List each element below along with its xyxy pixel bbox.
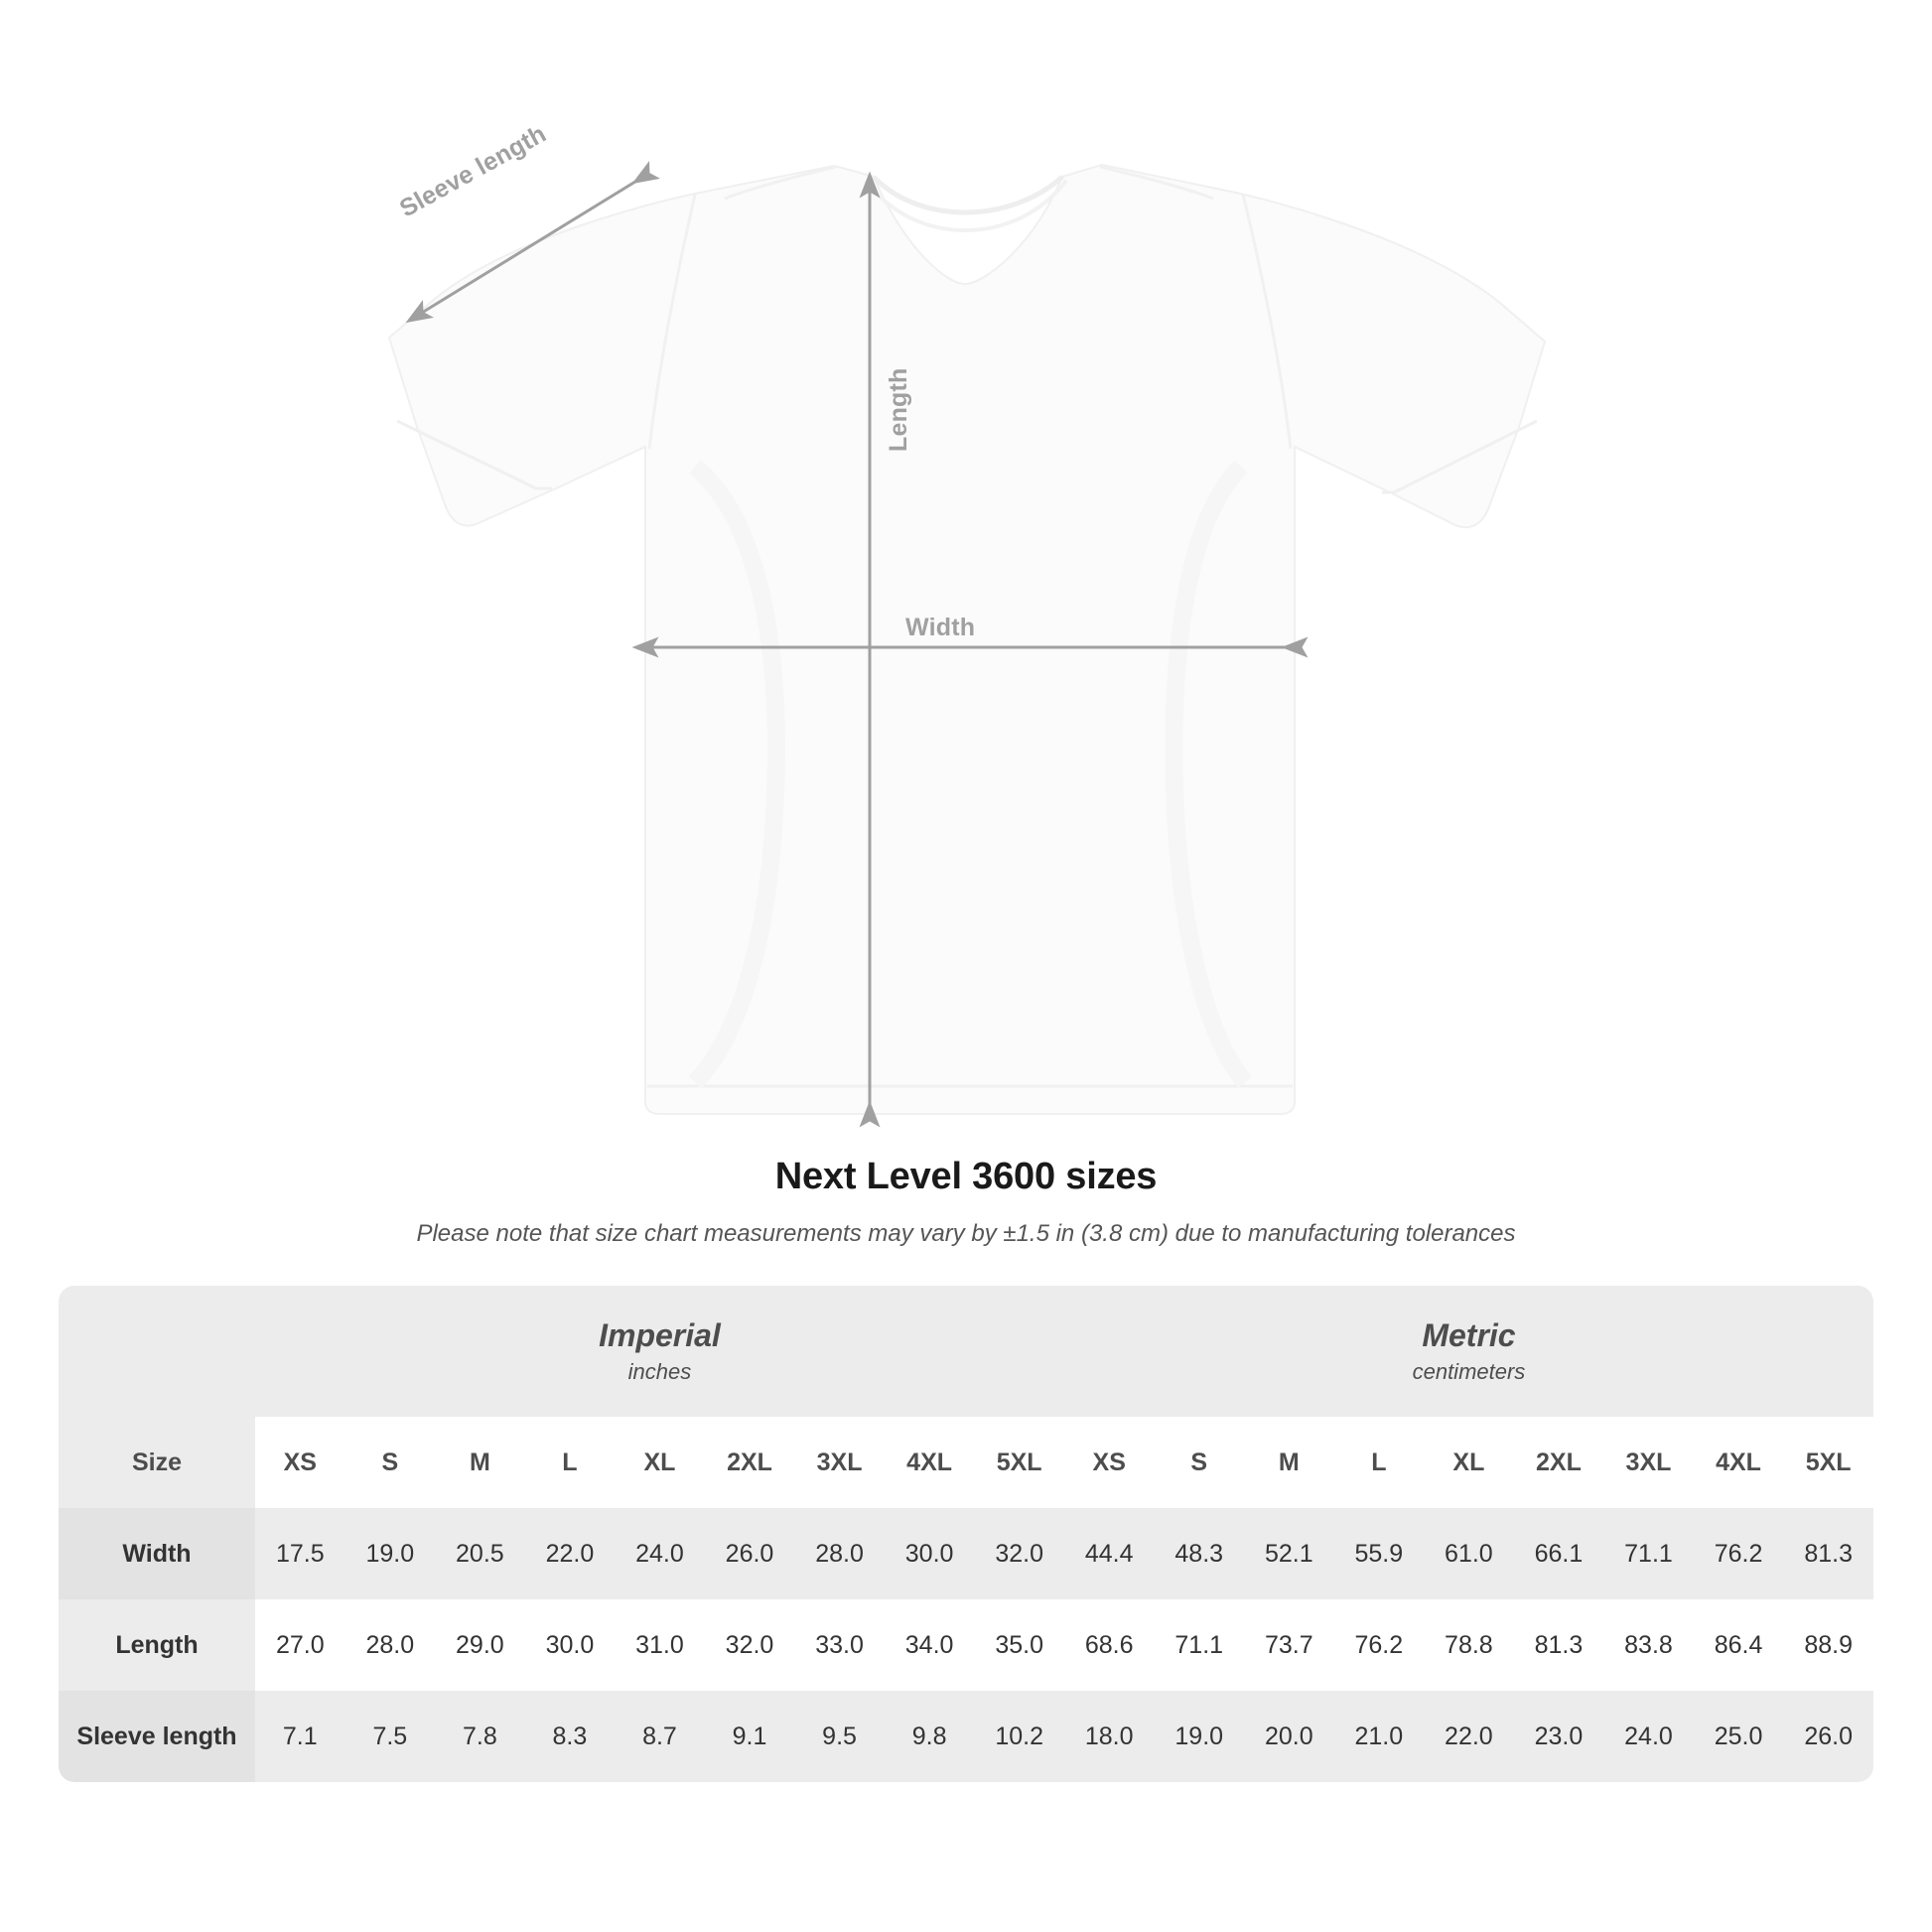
row-label-sleeve-length: Sleeve length xyxy=(59,1691,255,1782)
size-header-label: Size xyxy=(59,1417,255,1508)
sleeve-imperial-xs: 7.1 xyxy=(255,1691,345,1782)
size-header-imperial-xs: XS xyxy=(255,1417,345,1508)
size-header-imperial-3xl: 3XL xyxy=(794,1417,885,1508)
row-label-length: Length xyxy=(59,1599,255,1691)
size-header-imperial-5xl: 5XL xyxy=(974,1417,1064,1508)
width-imperial-xl: 24.0 xyxy=(615,1508,705,1599)
table-row xyxy=(59,1691,1873,1782)
sleeve-length-dimension-label: Sleeve length xyxy=(395,119,551,223)
length-imperial-3xl: 33.0 xyxy=(794,1599,885,1691)
width-imperial-3xl: 28.0 xyxy=(794,1508,885,1599)
size-header-imperial-xl: XL xyxy=(615,1417,705,1508)
size-header-imperial-4xl: 4XL xyxy=(885,1417,975,1508)
length-imperial-s: 28.0 xyxy=(345,1599,436,1691)
row-label-width: Width xyxy=(59,1508,255,1599)
length-metric-4xl: 86.4 xyxy=(1694,1599,1784,1691)
length-metric-2xl: 81.3 xyxy=(1514,1599,1604,1691)
length-imperial-4xl: 34.0 xyxy=(885,1599,975,1691)
size-chart-table xyxy=(59,1286,1873,1782)
length-metric-l: 76.2 xyxy=(1334,1599,1425,1691)
table-row xyxy=(59,1599,1873,1691)
sleeve-metric-xs: 18.0 xyxy=(1064,1691,1155,1782)
width-imperial-2xl: 26.0 xyxy=(705,1508,795,1599)
size-header-metric-xs: XS xyxy=(1064,1417,1155,1508)
width-metric-s: 48.3 xyxy=(1154,1508,1244,1599)
imperial-unit-name: Imperial xyxy=(599,1316,721,1353)
metric-unit-name: Metric xyxy=(1422,1316,1516,1353)
metric-unit-sub: centimeters xyxy=(1412,1358,1526,1384)
size-header-metric-l: L xyxy=(1334,1417,1425,1508)
size-header-metric-s: S xyxy=(1154,1417,1244,1508)
table-unit-header-row xyxy=(59,1286,1873,1417)
length-imperial-l: 30.0 xyxy=(525,1599,616,1691)
size-table-container xyxy=(59,1286,1873,1782)
metric-unit-header xyxy=(1064,1286,1873,1417)
length-metric-5xl: 88.9 xyxy=(1783,1599,1873,1691)
sleeve-imperial-s: 7.5 xyxy=(345,1691,436,1782)
width-imperial-xs: 17.5 xyxy=(255,1508,345,1599)
width-imperial-l: 22.0 xyxy=(525,1508,616,1599)
length-imperial-m: 29.0 xyxy=(435,1599,525,1691)
sleeve-imperial-5xl: 10.2 xyxy=(974,1691,1064,1782)
title-block xyxy=(0,1156,1932,1248)
width-metric-4xl: 76.2 xyxy=(1694,1508,1784,1599)
size-header-metric-m: M xyxy=(1244,1417,1334,1508)
width-metric-3xl: 71.1 xyxy=(1603,1508,1694,1599)
sleeve-imperial-xl: 8.7 xyxy=(615,1691,705,1782)
size-header-imperial-m: M xyxy=(435,1417,525,1508)
size-header-metric-2xl: 2XL xyxy=(1514,1417,1604,1508)
sleeve-metric-l: 21.0 xyxy=(1334,1691,1425,1782)
imperial-unit-sub: inches xyxy=(627,1358,692,1384)
length-metric-xl: 78.8 xyxy=(1424,1599,1514,1691)
width-metric-l: 55.9 xyxy=(1334,1508,1425,1599)
width-metric-m: 52.1 xyxy=(1244,1508,1334,1599)
size-header-metric-5xl: 5XL xyxy=(1783,1417,1873,1508)
table-row xyxy=(59,1508,1873,1599)
length-imperial-5xl: 35.0 xyxy=(974,1599,1064,1691)
sleeve-imperial-4xl: 9.8 xyxy=(885,1691,975,1782)
sleeve-imperial-2xl: 9.1 xyxy=(705,1691,795,1782)
length-metric-s: 71.1 xyxy=(1154,1599,1244,1691)
length-imperial-xs: 27.0 xyxy=(255,1599,345,1691)
size-header-metric-3xl: 3XL xyxy=(1603,1417,1694,1508)
width-metric-xs: 44.4 xyxy=(1064,1508,1155,1599)
length-metric-xs: 68.6 xyxy=(1064,1599,1155,1691)
length-imperial-xl: 31.0 xyxy=(615,1599,705,1691)
page-title: Next Level 3600 sizes xyxy=(774,1156,1158,1197)
size-header-imperial-l: L xyxy=(525,1417,616,1508)
width-metric-2xl: 66.1 xyxy=(1514,1508,1604,1599)
width-dimension-label: Width xyxy=(905,614,976,641)
sleeve-metric-m: 20.0 xyxy=(1244,1691,1334,1782)
sleeve-imperial-3xl: 9.5 xyxy=(794,1691,885,1782)
size-header-metric-xl: XL xyxy=(1424,1417,1514,1508)
width-imperial-4xl: 30.0 xyxy=(885,1508,975,1599)
sleeve-metric-s: 19.0 xyxy=(1154,1691,1244,1782)
sleeve-metric-4xl: 25.0 xyxy=(1694,1691,1784,1782)
tolerance-note: Please note that size chart measurements may vary by ±1.5 in (3.8 cm) due to manufacturing tolerances xyxy=(416,1220,1516,1247)
sleeve-metric-xl: 22.0 xyxy=(1424,1691,1514,1782)
sleeve-metric-5xl: 26.0 xyxy=(1783,1691,1873,1782)
imperial-unit-header xyxy=(255,1286,1064,1417)
sleeve-imperial-l: 8.3 xyxy=(525,1691,616,1782)
sleeve-imperial-m: 7.8 xyxy=(435,1691,525,1782)
length-imperial-2xl: 32.0 xyxy=(705,1599,795,1691)
table-corner-cell xyxy=(59,1286,255,1417)
width-imperial-5xl: 32.0 xyxy=(974,1508,1064,1599)
size-header-imperial-2xl: 2XL xyxy=(705,1417,795,1508)
width-imperial-s: 19.0 xyxy=(345,1508,436,1599)
width-imperial-m: 20.5 xyxy=(435,1508,525,1599)
length-metric-3xl: 83.8 xyxy=(1603,1599,1694,1691)
sleeve-metric-3xl: 24.0 xyxy=(1603,1691,1694,1782)
length-dimension-label: Length xyxy=(885,367,912,452)
sleeve-metric-2xl: 23.0 xyxy=(1514,1691,1604,1782)
table-size-header-row xyxy=(59,1417,1873,1508)
width-metric-xl: 61.0 xyxy=(1424,1508,1514,1599)
width-metric-5xl: 81.3 xyxy=(1783,1508,1873,1599)
size-header-metric-4xl: 4XL xyxy=(1694,1417,1784,1508)
size-header-imperial-s: S xyxy=(345,1417,436,1508)
length-metric-m: 73.7 xyxy=(1244,1599,1334,1691)
